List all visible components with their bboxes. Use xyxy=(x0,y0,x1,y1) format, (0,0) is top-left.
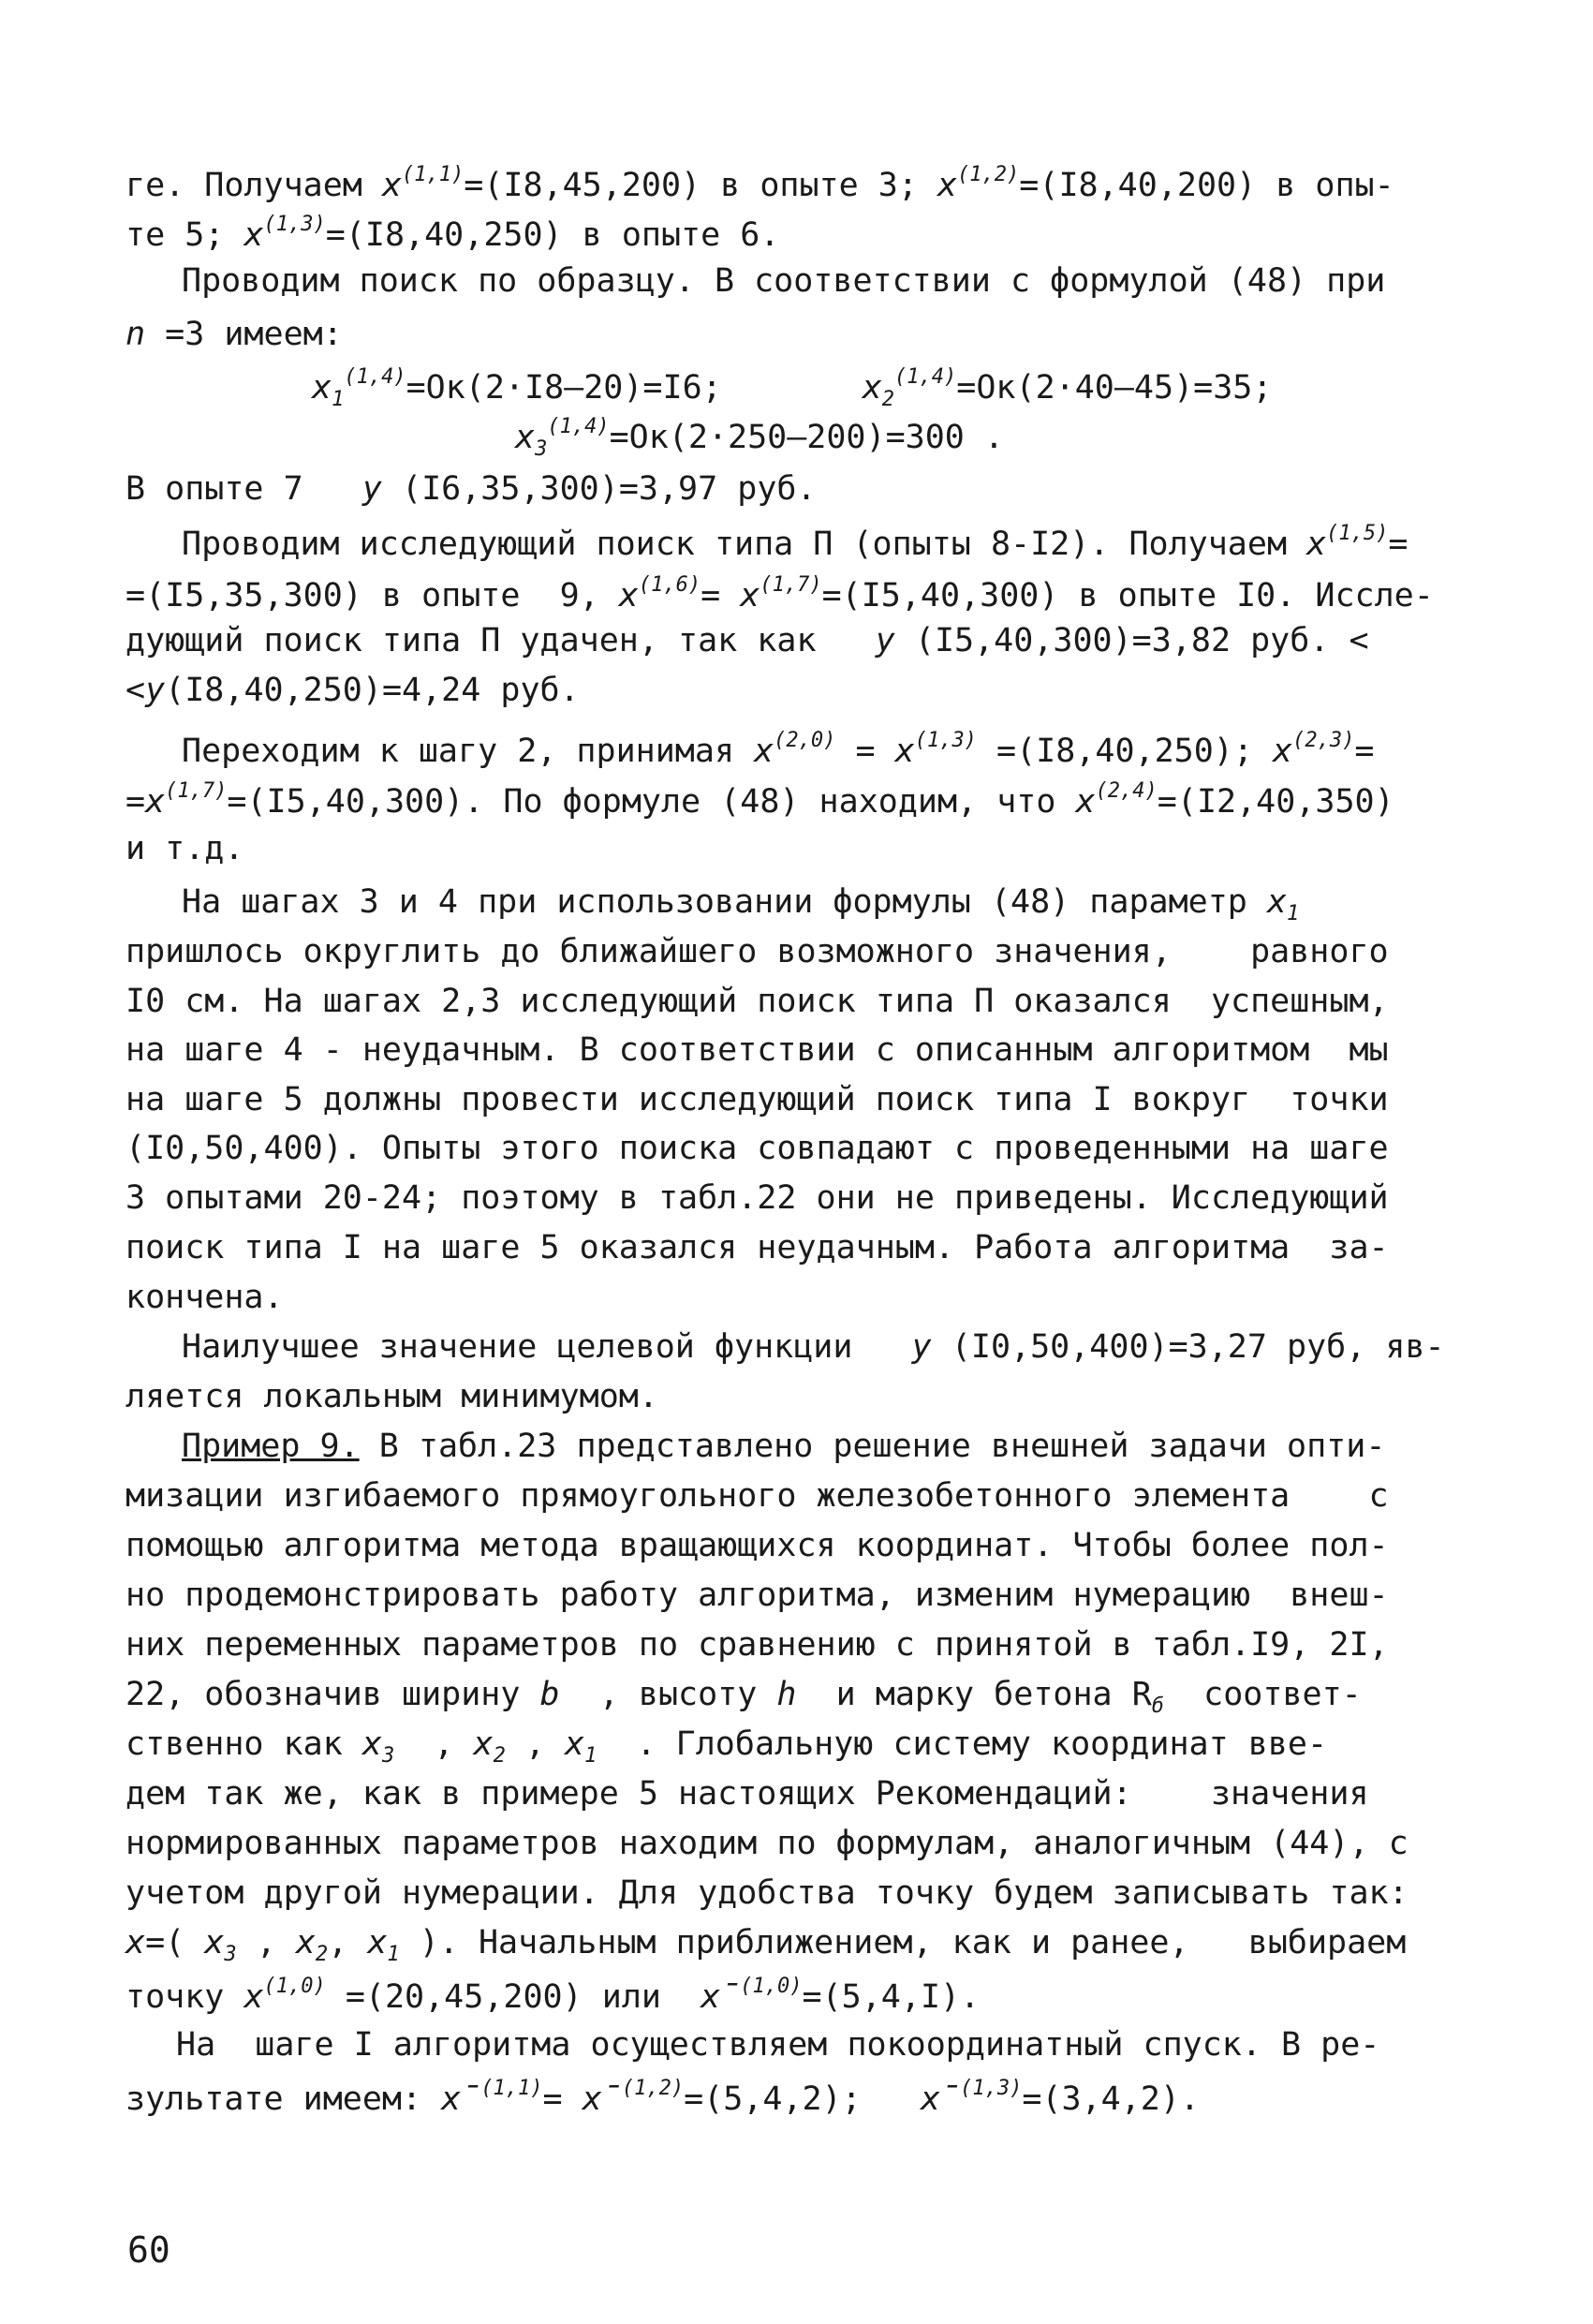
text-line: и т.д. xyxy=(125,830,244,867)
text-line: Наилучшее значение целевой функции у (I0,50,400)=3,27 руб, яв- xyxy=(182,1328,1445,1366)
text-line: ге. Получаем $х^{(1,1)}=(I8,45,200)$ в опыте 3; $х^{(1,2)}=(I8,40,200)$ в опы- xyxy=(125,163,1394,204)
text-line: Пример 9. В табл.23 представлено решение внешней задачи опти- xyxy=(182,1428,1386,1465)
text-line: х=( $х_3$ , $х_2$, $х_1$ ). Начальным приближением, как и ранее, выбираем xyxy=(125,1924,1407,1966)
text-line: пришлось округлить до ближайшего возможного значения, равного xyxy=(125,933,1389,970)
text-line: дем так же, как в примере 5 настоящих Рекомендаций: значения xyxy=(125,1775,1369,1813)
text-line: В опыте 7 у (I6,35,300)=3,97 руб. xyxy=(125,470,817,508)
text-line: I0 см. На шагах 2,3 исследующий поиск типа П оказался успешным, xyxy=(125,983,1389,1020)
text-line: на шаге 4 - неудачным. В соответствии с описанным алгоритмом мы xyxy=(125,1031,1389,1069)
text-line: $=х^{(1,7)}=(I5,40,300)$. По формуле (48) находим, что $х^{(2,4)}=(I2,40,350)$ xyxy=(125,779,1394,821)
text-line: ственно как $х_3$ , $х_2$ , $х_1$ . Глобальную систему координат вве- xyxy=(125,1725,1328,1768)
text-line: Переходим к шагу 2, принимая $х^{(2,0)} = х^{(1,3)} =(I8,40,250)$; $х^{(2,3)}=$ xyxy=(182,729,1375,770)
page-number: 60 xyxy=(127,2229,170,2271)
text-line: дующий поиск типа П удачен, так как у (I5,40,300)=3,82 руб. < xyxy=(125,622,1369,659)
text-line: зультате имеем: х̄$^{(1,1)}$= х̄$^{(1,2)}$=(5,4,2); х̄$^{(1,3)}$=(3,4,2). xyxy=(125,2077,1201,2118)
formula-line: $х_1^{(1,4)}=Ок(2\cdot I8-20)=I6$; $х_2^{(1,4)}=Ок(2\cdot 40-45)=35$; xyxy=(312,365,1273,411)
text-line: 3 опытами 20-24; поэтому в табл.22 они не приведены. Исследующий xyxy=(125,1179,1389,1217)
text-line: ляется локальным минимумом. xyxy=(125,1378,658,1415)
text-line: (I0,50,400). Опыты этого поиска совпадают с проведенными на шаге xyxy=(125,1130,1389,1167)
text-line: <у(I8,40,250)=4,24 руб. xyxy=(125,672,580,709)
text-line: точку $х^{(1,0)} =(20,45,200)$ или х̄$^{(1,0)}$=(5,4,I). xyxy=(125,1975,981,2016)
text-line: 22, обозначив ширину b , высоту h и марку бетона $R_б$ соответ- xyxy=(125,1676,1362,1718)
text-line: =(I5,35,300) в опыте 9, $х^{(1,6)}= х^{(1,7)}=(I5,40,300)$ в опыте I0. Иссле- xyxy=(125,573,1434,614)
text-line: На шаге I алгоритма осуществляем покоординатный спуск. В ре- xyxy=(176,2026,1380,2064)
text-line: помощью алгоритма метода вращающихся координат. Чтобы более пол- xyxy=(125,1527,1389,1564)
text-line: на шаге 5 должны провести исследующий поиск типа I вокруг точки xyxy=(125,1081,1389,1118)
text-line: Проводим поиск по образцу. В соответствии с формулой (48) при xyxy=(182,262,1386,300)
text-line: n =3 имеем: xyxy=(125,316,343,353)
text-line: кончена. xyxy=(125,1279,284,1316)
text-line: но продемонстрировать работу алгоритма, изменим нумерацию внеш- xyxy=(125,1576,1389,1614)
text-line: нормированных параметров находим по формулам, аналогичным (44), с xyxy=(125,1825,1409,1862)
example-heading: Пример 9. xyxy=(182,1428,360,1465)
text-line: учетом другой нумерации. Для удобства точку будем записывать так: xyxy=(125,1874,1409,1912)
text-line: те 5; $х^{(1,3)}=(I8,40,250)$ в опыте 6. xyxy=(125,213,780,254)
text-line: мизации изгибаемого прямоугольного железобетонного элемента с xyxy=(125,1477,1389,1515)
formula-line: $х_3^{(1,4)}=Ок(2\cdot 250-200)=300$ . xyxy=(515,415,1004,461)
text-line: Проводим исследующий поиск типа П (опыты 8-I2). Получаем $х^{(1,5)}=$ xyxy=(182,522,1409,563)
text-line: поиск типа I на шаге 5 оказался неудачным. Работа алгоритма за- xyxy=(125,1229,1389,1266)
text-line: На шагах 3 и 4 при использовании формулы (48) параметр $х_1$ xyxy=(182,883,1300,925)
text-line: них переменных параметров по сравнению с принятой в табл.I9, 2I, xyxy=(125,1626,1389,1664)
